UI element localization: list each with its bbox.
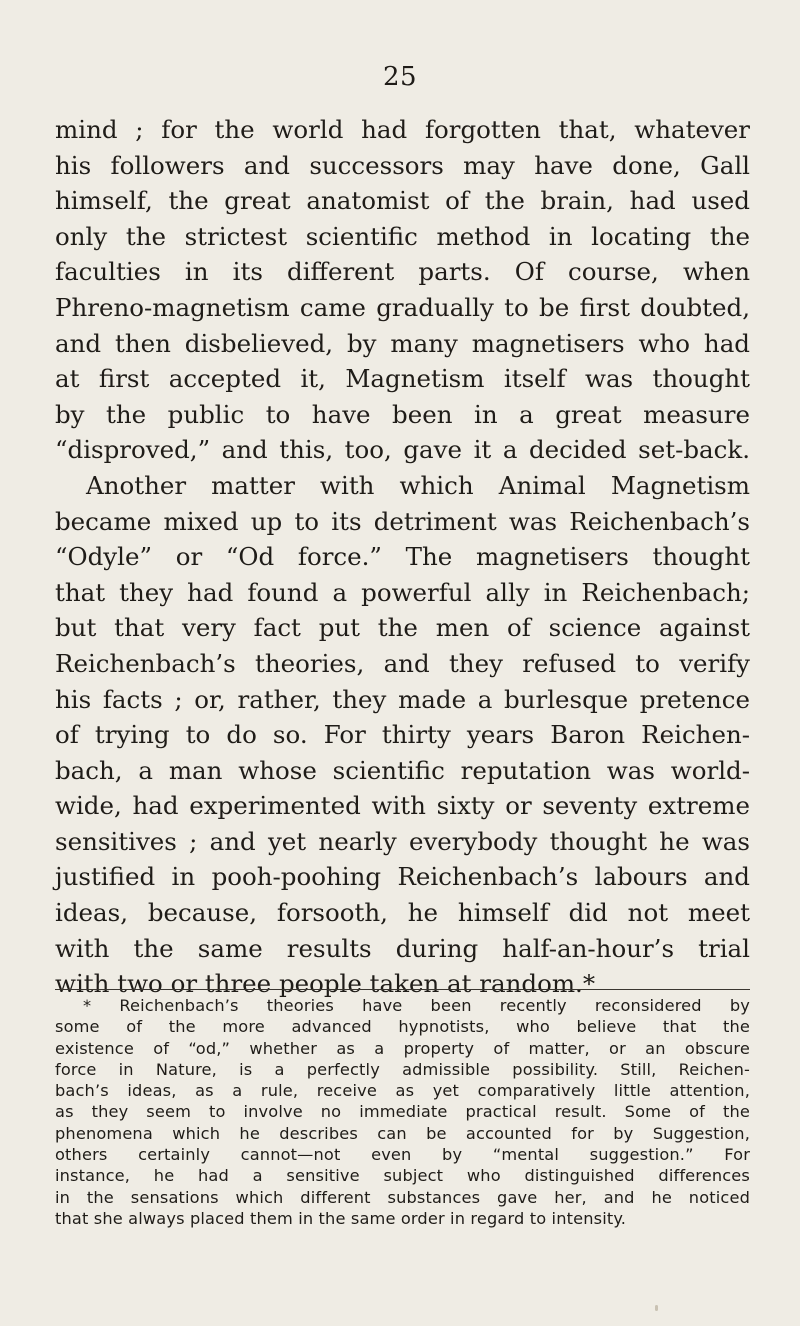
footnote-line: existence of “od,” whether as a property of matter, or an obscure bbox=[55, 1038, 750, 1058]
body-line: of trying to do so. For thirty years Baron Reichen- bbox=[55, 720, 750, 750]
body-line: only the strictest scientific method in locating the bbox=[55, 221, 750, 251]
body-line: by the public to have been in a great measure bbox=[55, 399, 750, 429]
body-line: and then disbelieved, by many magnetisers who had bbox=[55, 328, 750, 358]
body-text bbox=[55, 112, 750, 1002]
footnote-line: as they seem to involve no immediate practical result. Some of the bbox=[55, 1102, 750, 1122]
body-line: mind ; for the world had forgotten that, whatever bbox=[55, 115, 750, 144]
body-line: his followers and successors may have done, Gall bbox=[55, 150, 750, 180]
footnote-line: instance, he had a sensitive subject who distinguished differences bbox=[55, 1166, 750, 1186]
body-line: bach, a man whose scientific reputation was world- bbox=[55, 755, 750, 785]
body-line: sensitives ; and yet nearly everybody thought he was bbox=[55, 826, 750, 856]
body-line: “disproved,” and this, too, gave it a decided set-back. bbox=[55, 435, 750, 465]
footnote-divider bbox=[55, 989, 750, 990]
body-line: ideas, because, forsooth, he himself did not meet bbox=[55, 898, 750, 928]
footnote-line: in the sensations which different substances gave her, and he noticed bbox=[55, 1187, 750, 1207]
body-line: faculties in its different parts. Of course, when bbox=[55, 257, 750, 287]
body-line: Another matter with which Animal Magnetism bbox=[86, 470, 750, 500]
paper-speck bbox=[655, 1305, 658, 1311]
body-line: “Odyle” or “Od force.” The magnetisers thought bbox=[55, 542, 750, 572]
footnote-line: bach’s ideas, as a rule, receive as yet comparatively little attention, bbox=[55, 1081, 750, 1101]
body-line: himself, the great anatomist of the brain, had used bbox=[55, 186, 750, 216]
body-line: with the same results during half-an-hour’s trial bbox=[55, 933, 750, 963]
footnote-line: phenomena which he describes can be accounted for by Suggestion, bbox=[55, 1123, 750, 1143]
footnote-line: force in Nature, is a perfectly admissible possibility. Still, Reichen- bbox=[55, 1059, 750, 1079]
body-line: with two or three people taken at random.* bbox=[55, 969, 596, 999]
body-line: at first accepted it, Magnetism itself was thought bbox=[55, 364, 750, 394]
body-line: Phreno-magnetism came gradually to be first doubted, bbox=[55, 292, 750, 322]
footnote-line: others certainly cannot—not even by “mental suggestion.” For bbox=[55, 1145, 750, 1165]
footnote-line: * Reichenbach’s theories have been recently reconsidered by bbox=[83, 996, 750, 1015]
body-line: became mixed up to its detriment was Reichenbach’s bbox=[55, 506, 750, 536]
body-line: justified in pooh-poohing Reichenbach’s labours and bbox=[55, 862, 750, 892]
footnote-line: some of the more advanced hypnotists, who believe that the bbox=[55, 1017, 750, 1037]
page-number: 25 bbox=[382, 62, 418, 92]
body-line: his facts ; or, rather, they made a burlesque pretence bbox=[55, 684, 750, 714]
body-line: Reichenbach’s theories, and they refused to verify bbox=[55, 648, 750, 678]
body-line: but that very fact put the men of science against bbox=[55, 613, 750, 643]
body-line: wide, had experimented with sixty or seventy extreme bbox=[55, 791, 750, 821]
body-line: that they had found a powerful ally in Reichenbach; bbox=[55, 577, 750, 607]
footnote bbox=[55, 995, 750, 1229]
footnote-line: that she always placed them in the same order in regard to intensity. bbox=[55, 1208, 627, 1228]
